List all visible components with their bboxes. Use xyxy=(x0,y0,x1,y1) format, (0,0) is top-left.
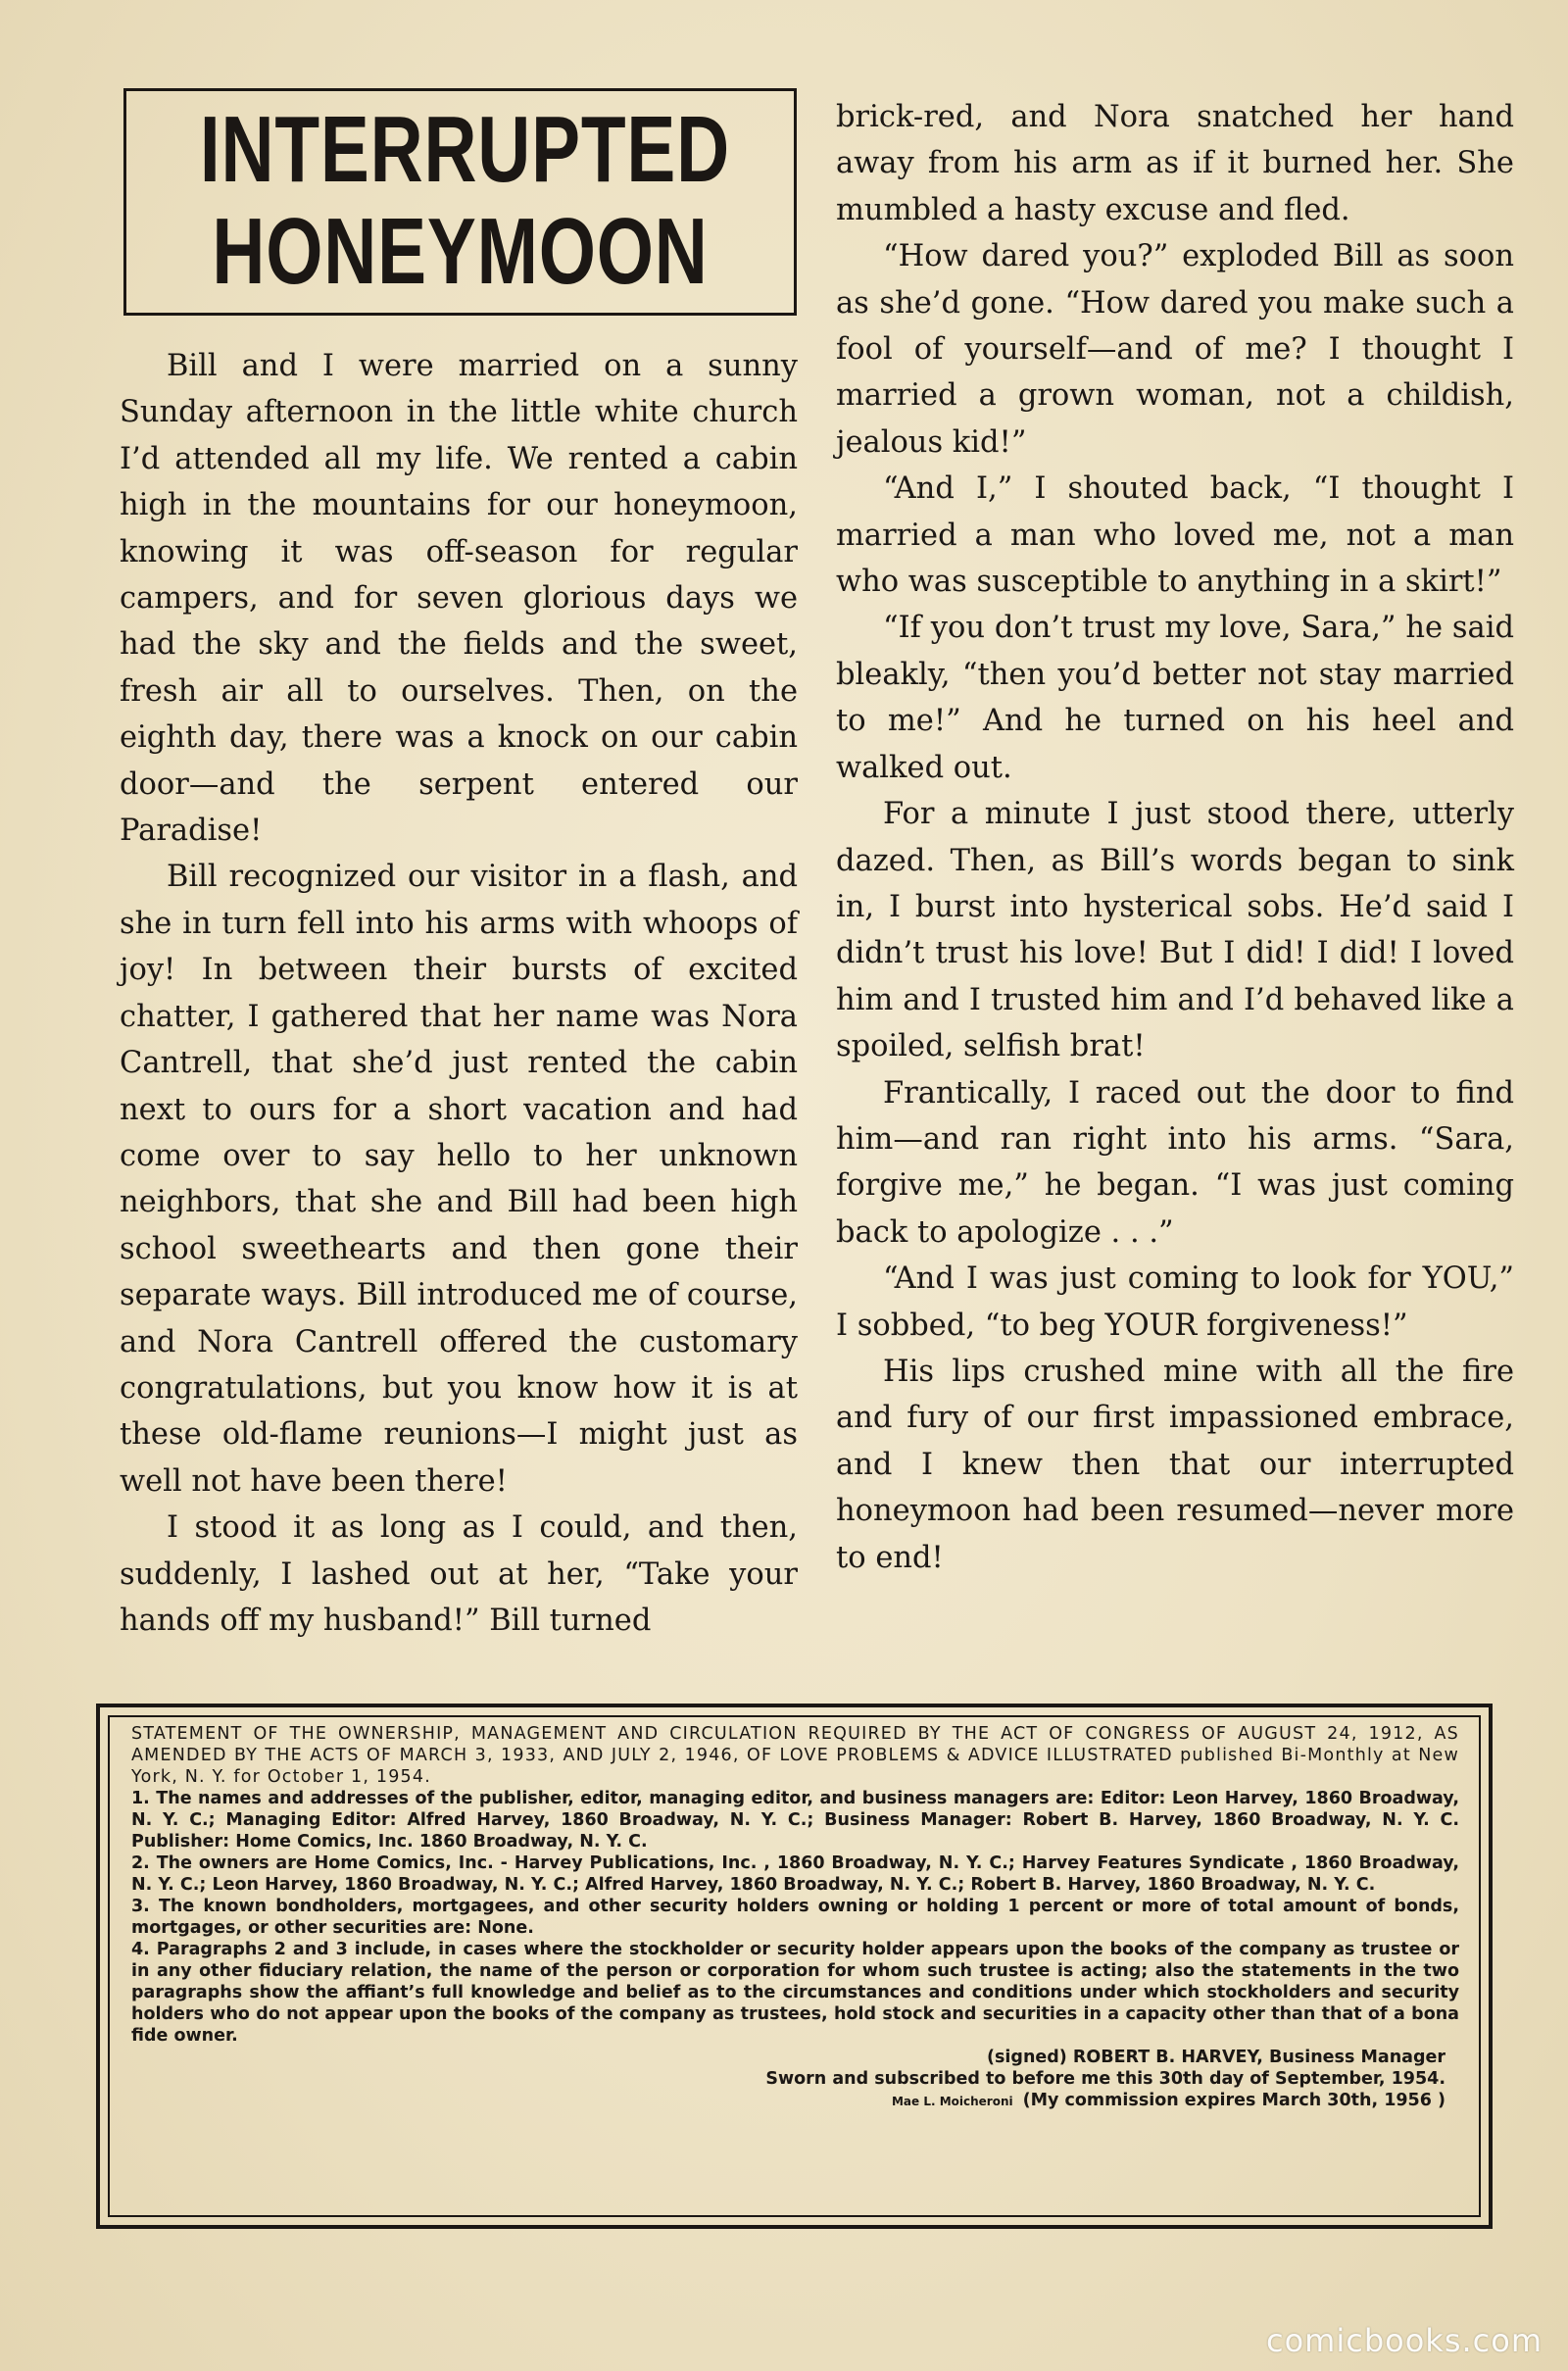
story-paragraph: “And I,” I shouted back, “I thought I married a man who loved me, not a man who was susceptible to anything in a skirt!” xyxy=(836,471,1514,600)
statement-item-4: 4. Paragraphs 2 and 3 include, in cases where the stockholder or security holder appears upon the books of the company as trustee or in any other fiduciary relation, the name of the person or corporation for whom such trustee is acting; also the statements in the two paragraphs show the affiant’s full knowledge and belief as to the circumstances and conditions under which stockholders and security holders who do not appear upon the books of the company as trustees, hold stock and securities in a capacity other than that of a bona fide owner. xyxy=(131,1940,1459,2046)
watermark: comicbooks.com xyxy=(1265,2322,1543,2359)
notary-name: Mae L. Moicheroni xyxy=(891,2095,1013,2108)
story-column-right xyxy=(836,94,1514,1581)
commission-expiry: (My commission expires March 30th, 1956 ) xyxy=(1022,2091,1446,2110)
statement-heading: STATEMENT OF THE OWNERSHIP, MANAGEMENT AND CIRCULATION REQUIRED BY THE ACT OF CONGRESS OF AUGUST 24, 1912, AS AMENDED BY THE ACTS OF MARCH 3, 1933, AND JULY 2, 1946, OF LOVE PROBLEMS & ADVICE ILLUSTRATED published Bi-Monthly at New York, N. Y. for October 1, 1954. xyxy=(131,1724,1459,1787)
statement-notary-line xyxy=(131,2090,1459,2112)
story-paragraph: “If you don’t trust my love, Sara,” he said bleakly, “then you’d better not stay married to me!” And he turned on his heel and walked out. xyxy=(836,611,1514,785)
story-column-left xyxy=(120,343,798,1644)
statement-sworn: Sworn and subscribed to before me this 30th day of September, 1954. xyxy=(765,2069,1446,2089)
story-paragraph: “How dared you?” exploded Bill as soon as she’d gone. “How dared you make such a fool of yourself—and of me? I thought I married a grown woman, not a childish, jealous kid!” xyxy=(836,239,1514,460)
story-paragraph: Frantically, I raced out the door to find him—and ran right into his arms. “Sara, forgive me,” he began. “I was just coming back to apologize . . .” xyxy=(836,1075,1514,1250)
story-paragraph: brick-red, and Nora snatched her hand away from his arm as if it burned her. She mumbled a hasty excuse and fled. xyxy=(836,100,1514,227)
story-paragraph: Bill and I were married on a sunny Sunday afternoon in the little white church I’d attended all my life. We rented a cabin high in the mountains for our honeymoon, knowing it was off-season for regular campers, and for seven glorious days we had the sky and the fields and the sweet, fresh air all to ourselves. Then, on the eighth day, there was a knock on our cabin door—and the serpent entered our Paradise! xyxy=(120,349,798,849)
story-paragraph: For a minute I just stood there, utterly dazed. Then, as Bill’s words began to sink in, I burst into hysterical sobs. He’d said I didn’t trust his love! But I did! I did! I loved him and I trusted him and I’d behaved like a spoiled, selfish brat! xyxy=(836,797,1514,1064)
ownership-statement-inner xyxy=(108,1715,1481,2217)
story-paragraph: I stood it as long as I could, and then, suddenly, I lashed out at her, “Take your hands off my husband!” Bill turned xyxy=(120,1510,798,1638)
story-paragraph: Bill recognized our visitor in a flash, and she in turn fell into his arms with whoops of joy! In between their bursts of excited chatter, I gathered that her name was Nora Cantrell, that she’d just rented the cabin next to ours for a short vacation and had come over to say hello to her unknown neighbors, that she and Bill had been high school sweethearts and then gone their separate ways. Bill introduced me of course, and Nora Cantrell offered the customary congratulations, but you know how it is at these old-flame reunions—I might just as well not have been there! xyxy=(120,860,798,1499)
ownership-statement-box xyxy=(96,1704,1493,2229)
story-title-line-1: INTERRUPTED xyxy=(199,97,730,202)
statement-signature: (signed) ROBERT B. HARVEY, Business Manager xyxy=(987,2048,1446,2067)
story-title-line-2: HONEYMOON xyxy=(212,199,709,304)
story-paragraph: His lips crushed mine with all the fire and fury of our first impassioned embrace, and I knew then that our interrupted honeymoon had been resumed—never more to end! xyxy=(836,1354,1514,1575)
statement-item-3: 3. The known bondholders, mortgagees, and other security holders owning or holding 1 percent or more of total amount of bonds, mortgages, or other securities are: None. xyxy=(131,1897,1459,1938)
statement-item-2: 2. The owners are Home Comics, Inc. - Harvey Publications, Inc. , 1860 Broadway, N. Y. C.; Harvey Features Syndicate , 1860 Broadway, N. Y. C.; Leon Harvey, 1860 Broadway, N. Y. C.; Alfred Harvey, 1860 Broadway, N. Y. C.; Robert B. Harvey, 1860 Broadway, N. Y. C. xyxy=(131,1853,1459,1895)
story-paragraph: “And I was just coming to look for YOU,” I sobbed, “to beg YOUR forgiveness!” xyxy=(836,1261,1514,1343)
story-title-box xyxy=(123,88,797,316)
statement-item-1: 1. The names and addresses of the publisher, editor, managing editor, and business managers are: Editor: Leon Harvey, 1860 Broadway, N. Y. C.; Managing Editor: Alfred Harvey, 1860 Broadway, N. Y. C.; Business Manager: Robert B. Harvey, 1860 Broadway, N. Y. C. Publisher: Home Comics, Inc. 1860 Broadway, N. Y. C. xyxy=(131,1789,1459,1852)
